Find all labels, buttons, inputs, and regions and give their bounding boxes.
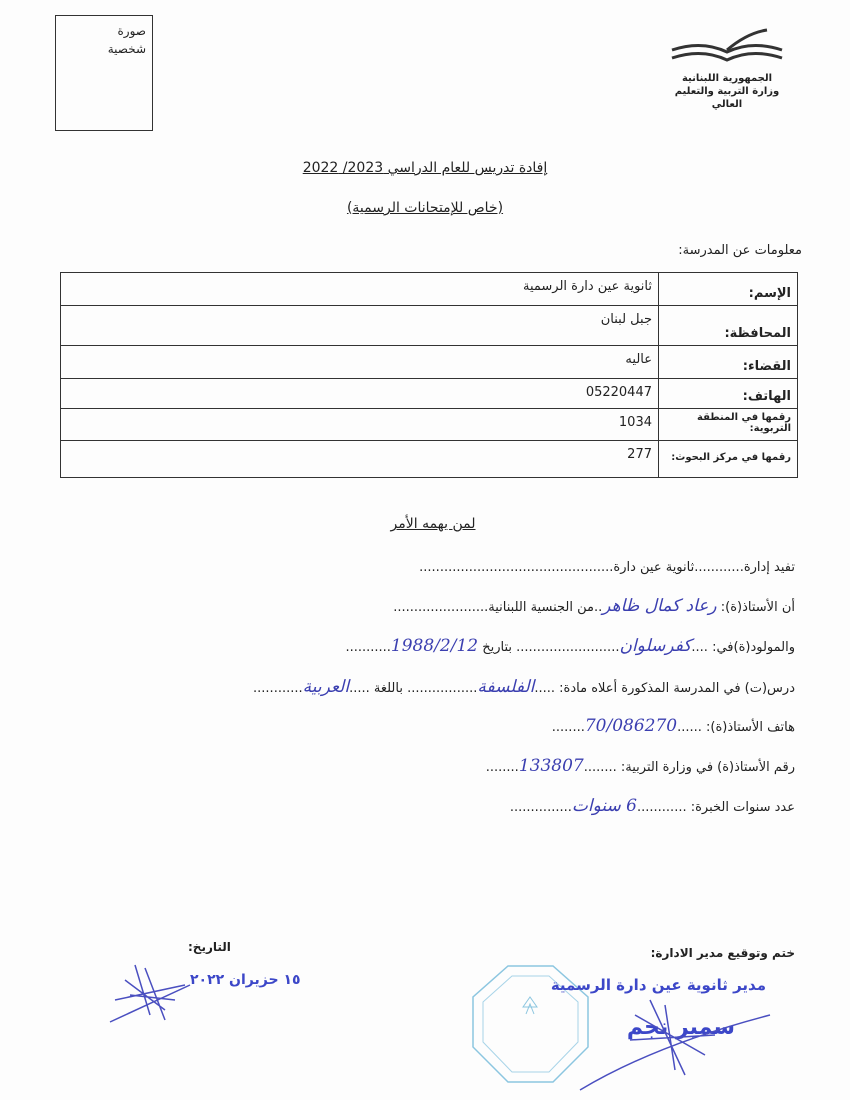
ministry-name: وزارة التربية والتعليم العالي [674, 86, 780, 110]
table-row [61, 346, 798, 379]
row-value: 1034 [61, 409, 659, 441]
director-title: مدير ثانوية عين دارة الرسمية [550, 976, 766, 994]
page-title: إفادة تدريس للعام الدراسي 2023/ 2022 [302, 160, 548, 176]
body-line-6: رقم الأستاذ(ة) في وزارة التربية: ........133807........ [485, 756, 795, 776]
body-line-5: هاتف الأستاذ(ة): ......70/086270........ [551, 716, 795, 736]
row-label: رقمها في المنطقة التربوية: [659, 409, 798, 441]
row-value: 05220447 [61, 379, 659, 409]
table-row [61, 273, 798, 306]
stamp-label: ختم وتوقيع مدير الادارة: [650, 946, 795, 960]
row-label: الهاتف: [659, 379, 798, 409]
body-line-7: عدد سنوات الخبرة: ............6 سنوات............... [509, 796, 795, 816]
row-value: جبل لبنان [61, 306, 659, 346]
row-label: الإسم: [659, 273, 798, 306]
teacher-phone: 70/086270 [584, 716, 678, 736]
table-row [61, 441, 798, 478]
row-label: رقمها في مركز البحوث: [659, 441, 798, 478]
director-signature-icon [575, 995, 775, 1095]
subject: الفلسفة [477, 677, 535, 697]
date-value: ١٥ حزيران ٢٠٢٢ [190, 972, 301, 988]
school-info-table [60, 272, 798, 478]
experience-years: 6 سنوات [571, 796, 637, 816]
body-line-3: والمولود(ة)في: ....كفرسلوان......................... بتاريخ 1988/2/12........... [345, 636, 795, 656]
row-value: عاليه [61, 346, 659, 379]
photo-box [55, 15, 153, 131]
birth-date: 1988/2/12 [390, 636, 479, 656]
director-name: سمير نجم [626, 1015, 735, 1040]
row-label: المحافظة: [659, 306, 798, 346]
row-value: ثانوية عين دارة الرسمية [61, 273, 659, 306]
birth-place: كفرسلوان [619, 636, 692, 656]
body-line-2: أن الأستاذ(ة): رعاد كمال ظاهر..من الجنسية اللبنانية....................... [393, 596, 795, 616]
school-info-heading: معلومات عن المدرسة: [678, 243, 802, 258]
page-subtitle: (خاص للإمتحانات الرسمية) [346, 200, 504, 216]
table-row [61, 379, 798, 409]
photo-label-2: شخصية [107, 42, 146, 56]
body-line-1: تفيد إدارة............ثانوية عين دارة............................................... [419, 560, 795, 575]
table-row [61, 409, 798, 441]
row-value: 277 [61, 441, 659, 478]
teacher-name: رعاد كمال ظاهر [602, 596, 717, 616]
teacher-number: 133807 [518, 756, 584, 776]
republic-name: الجمهورية اللبنانية [681, 73, 773, 84]
to-whom-heading: لمن يهمه الأمر [390, 516, 476, 532]
language: العربية [302, 677, 350, 697]
book-logo-icon [667, 28, 787, 68]
row-label: القضاء: [659, 346, 798, 379]
date-label: التاريخ: [188, 940, 231, 954]
body-line-4: درس(ت) في المدرسة المذكورة أعلاه مادة: .....الفلسفة................. باللغة .....العربية............ [253, 677, 795, 697]
ministry-logo [662, 28, 792, 111]
photo-label-1: صورة [117, 24, 146, 38]
table-row [61, 306, 798, 346]
date-signature-icon [105, 960, 195, 1030]
